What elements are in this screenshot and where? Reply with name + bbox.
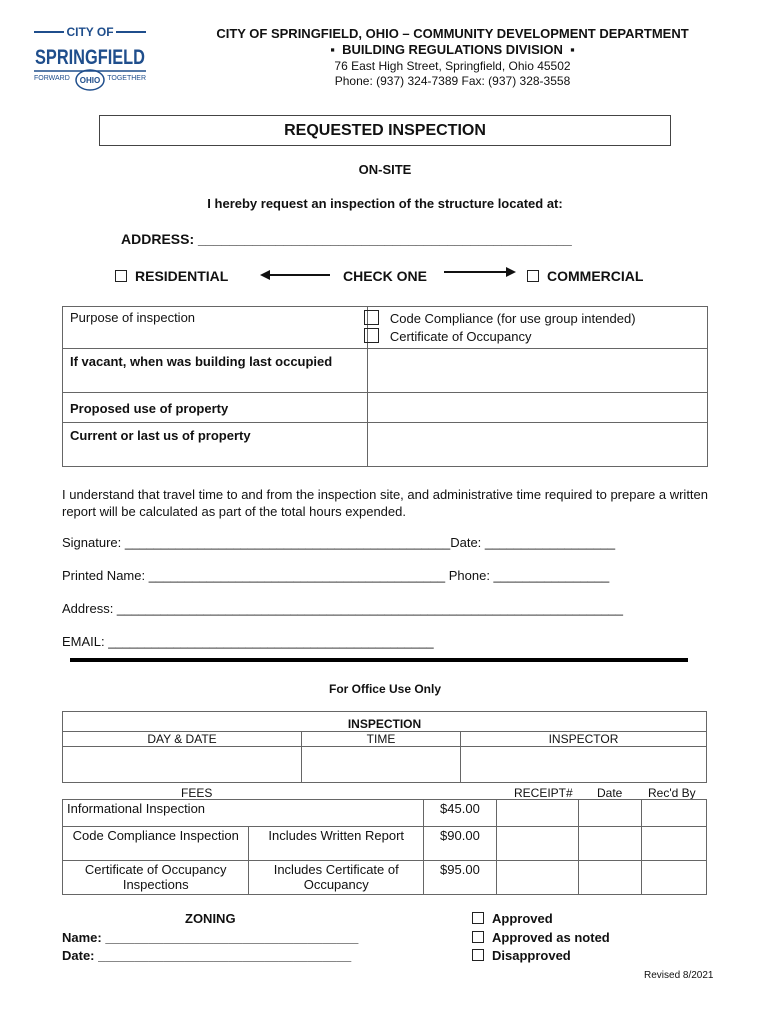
fees-header: FEES: [181, 786, 213, 800]
fee-row: [63, 827, 707, 861]
vacant-label: If vacant, when was building last occupied: [63, 349, 368, 393]
day-date-header: DAY & DATE: [63, 732, 302, 747]
option-code-compliance[interactable]: Code Compliance (for use group intended): [364, 310, 700, 326]
code-compliance-checkbox[interactable]: [364, 310, 379, 325]
check-one-label: CHECK ONE: [343, 268, 428, 284]
date-cell[interactable]: [578, 800, 642, 827]
commercial-option[interactable]: COMMERCIAL: [527, 268, 643, 284]
vacant-field[interactable]: [368, 349, 708, 393]
date-header: Date: [597, 786, 623, 800]
svg-text:CITY OF: CITY OF: [66, 25, 114, 39]
zoning-heading: ZONING: [185, 911, 236, 926]
inspection-table: [62, 711, 707, 783]
receipt-cell[interactable]: [496, 827, 578, 861]
recd-by-header: Rec'd By: [648, 786, 696, 800]
department-heading: CITY OF SPRINGFIELD, OHIO – COMMUNITY DEVELOPMENT DEPARTMENT: [216, 26, 689, 41]
inspection-details-table: [62, 306, 708, 467]
address-line-field[interactable]: Address: ______________________________________________________________________: [62, 601, 624, 616]
disapproved-checkbox[interactable]: [472, 949, 484, 961]
department-address: 76 East High Street, Springfield, Ohio 45502: [334, 59, 571, 73]
recd-by-cell[interactable]: [642, 800, 707, 827]
inspector-header: INSPECTOR: [461, 732, 707, 747]
svg-text:TOGETHER: TOGETHER: [107, 75, 146, 82]
fee-name: Certificate of Occupancy Inspections: [63, 861, 249, 895]
option-certificate[interactable]: Certificate of Occupancy: [364, 328, 700, 344]
department-phone: Phone: (937) 324-7389 Fax: (937) 328-3558: [334, 74, 571, 88]
svg-text:SPRINGFIELD: SPRINGFIELD: [35, 46, 145, 69]
divider: [70, 658, 688, 662]
city-logo: [32, 24, 148, 98]
approved-option[interactable]: Approved: [472, 911, 553, 926]
fee-row: [63, 861, 707, 895]
proposed-use-label: Proposed use of property: [63, 393, 368, 423]
fee-amount: $45.00: [423, 800, 496, 827]
commercial-checkbox[interactable]: [527, 270, 539, 282]
residential-checkbox[interactable]: [115, 270, 127, 282]
fee-note: Includes Certificate of Occupancy: [249, 861, 424, 895]
purpose-options: [368, 307, 708, 349]
svg-text:OHIO: OHIO: [79, 76, 101, 85]
fees-table: [62, 799, 707, 895]
receipt-cell[interactable]: [496, 800, 578, 827]
acknowledgement-text: I understand that travel time to and from the inspection site, and administrative time required to prepare a written report will be calculated as part of the total hours expended.: [62, 487, 709, 519]
inspection-heading: INSPECTION: [63, 712, 707, 732]
zoning-name-field[interactable]: Name: ___________________________________: [62, 930, 359, 945]
current-use-field[interactable]: [368, 423, 708, 467]
receipt-cell[interactable]: [496, 861, 578, 895]
address-field[interactable]: ADDRESS: ________________________________________________: [121, 231, 572, 247]
proposed-use-field[interactable]: [368, 393, 708, 423]
request-statement: I hereby request an inspection of the structure located at:: [207, 196, 563, 211]
purpose-label: Purpose of inspection: [63, 307, 368, 349]
fee-note: Includes Written Report: [249, 827, 424, 861]
zoning-date-field[interactable]: Date: ___________________________________: [62, 948, 352, 963]
fee-amount: $90.00: [423, 827, 496, 861]
onsite-label: ON-SITE: [358, 162, 412, 177]
recd-by-cell[interactable]: [642, 861, 707, 895]
revision-date: Revised 8/2021: [644, 970, 714, 981]
day-date-cell[interactable]: [63, 747, 302, 783]
printed-name-field[interactable]: Printed Name: _________________________________________ Phone: ________________: [62, 568, 610, 583]
current-use-label: Current or last us of property: [63, 423, 368, 467]
fee-amount: $95.00: [423, 861, 496, 895]
fee-row: [63, 800, 707, 827]
date-cell[interactable]: [578, 861, 642, 895]
signature-field[interactable]: Signature: _____________________________________________Date: __________________: [62, 535, 616, 550]
approved-noted-checkbox[interactable]: [472, 931, 484, 943]
division-heading: ▪ BUILDING REGULATIONS DIVISION ▪: [330, 42, 575, 57]
receipt-header: RECEIPT#: [514, 786, 573, 800]
approved-noted-option[interactable]: Approved as noted: [472, 930, 610, 945]
time-header: TIME: [302, 732, 461, 747]
recd-by-cell[interactable]: [642, 827, 707, 861]
date-cell[interactable]: [578, 827, 642, 861]
disapproved-option[interactable]: Disapproved: [472, 948, 571, 963]
form-title: REQUESTED INSPECTION: [99, 115, 671, 146]
approved-checkbox[interactable]: [472, 912, 484, 924]
email-field[interactable]: EMAIL: _____________________________________________: [62, 634, 434, 649]
arrow-right-icon: [444, 265, 516, 284]
residential-option[interactable]: RESIDENTIAL: [115, 268, 228, 284]
office-use-heading: For Office Use Only: [328, 682, 442, 696]
fee-name: Code Compliance Inspection: [63, 827, 249, 861]
fee-name: Informational Inspection: [63, 800, 424, 827]
inspector-cell[interactable]: [461, 747, 707, 783]
certificate-checkbox[interactable]: [364, 328, 379, 343]
time-cell[interactable]: [302, 747, 461, 783]
arrow-left-icon: [260, 268, 332, 287]
svg-text:FORWARD: FORWARD: [34, 75, 70, 82]
